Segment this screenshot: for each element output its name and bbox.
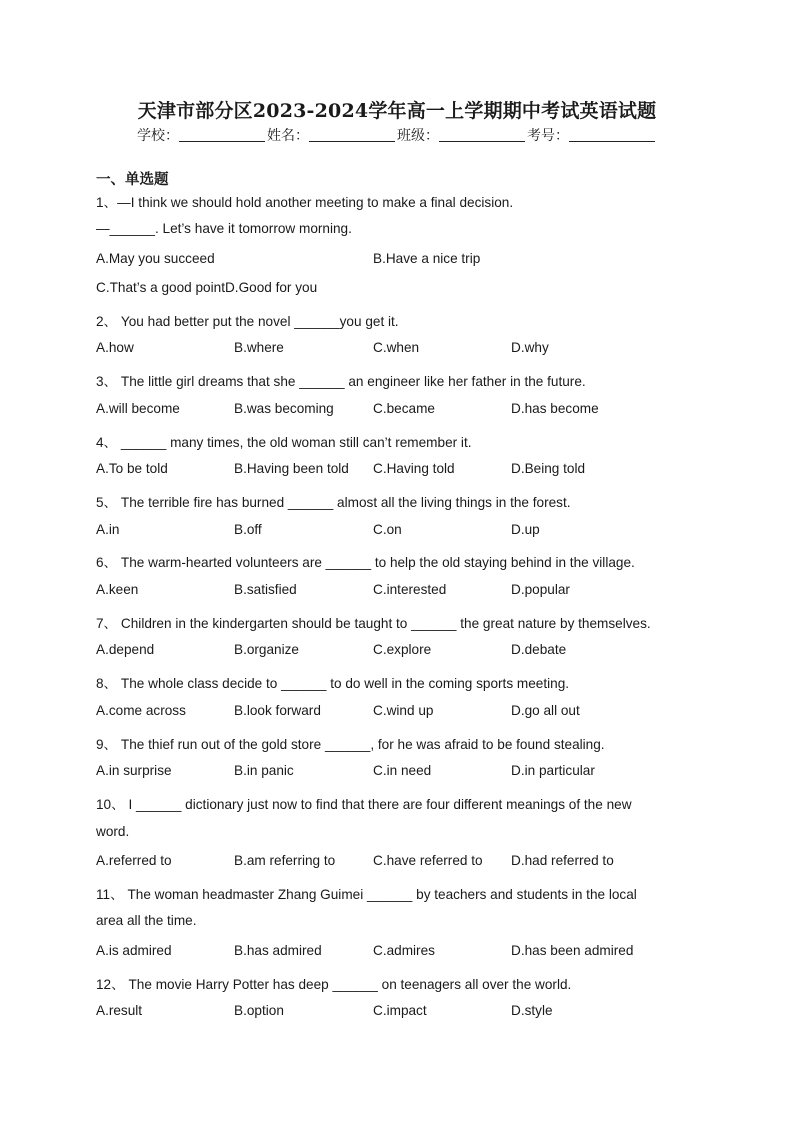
question-5-option-d[interactable]: D.up	[511, 522, 540, 537]
question-9-stem: 9、 The thief run out of the gold store ______, for he was afraid to be found stealing.	[96, 737, 605, 752]
question-6-option-d[interactable]: D.popular	[511, 582, 570, 597]
question-7-option-b[interactable]: B.organize	[234, 642, 299, 657]
question-7-option-a[interactable]: A.depend	[96, 642, 155, 657]
name-blank[interactable]	[309, 127, 395, 142]
question-2-stem: 2、 You had better put the novel ______you get it.	[96, 314, 399, 329]
question-3-option-a[interactable]: A.will become	[96, 401, 180, 416]
question-11-stem-2: area all the time.	[96, 913, 197, 928]
question-1-option-a[interactable]: A.May you succeed	[96, 251, 215, 266]
question-12-option-d[interactable]: D.style	[511, 1003, 553, 1018]
question-11-option-a[interactable]: A.is admired	[96, 943, 172, 958]
number-label: 考号：	[527, 127, 569, 143]
question-9-option-d[interactable]: D.in particular	[511, 763, 595, 778]
question-8-option-d[interactable]: D.go all out	[511, 703, 580, 718]
question-9-option-c[interactable]: C.in need	[373, 763, 432, 778]
question-9-option-a[interactable]: A.in surprise	[96, 763, 172, 778]
question-10-option-b[interactable]: B.am referring to	[234, 853, 336, 868]
question-4-option-a[interactable]: A.To be told	[96, 461, 168, 476]
question-12-stem: 12、 The movie Harry Potter has deep ______ on teenagers all over the world.	[96, 977, 572, 992]
question-12-option-a[interactable]: A.result	[96, 1003, 143, 1018]
question-8-stem: 8、 The whole class decide to ______ to do well in the coming sports meeting.	[96, 676, 570, 691]
question-3-option-b[interactable]: B.was becoming	[234, 401, 334, 416]
class-blank[interactable]	[439, 127, 525, 142]
question-8-option-b[interactable]: B.look forward	[234, 703, 321, 718]
question-9-option-b[interactable]: B.in panic	[234, 763, 294, 778]
question-4-stem: 4、 ______ many times, the old woman still can’t remember it.	[96, 435, 472, 450]
question-1-option-b[interactable]: B.Have a nice trip	[373, 251, 481, 266]
question-10-stem: 10、 I ______ dictionary just now to find that there are four different meanings of the new	[96, 797, 632, 812]
question-7-option-c[interactable]: C.explore	[373, 642, 432, 657]
question-1-stem-2: —______. Let’s have it tomorrow morning.	[96, 221, 352, 236]
question-1-stem: 1、—I think we should hold another meeting to make a final decision.	[96, 195, 514, 210]
question-6-stem: 6、 The warm-hearted volunteers are ______ to help the old staying behind in the village.	[96, 555, 635, 570]
question-7-stem: 7、 Children in the kindergarten should be taught to ______ the great nature by themselves.	[96, 616, 651, 631]
question-1-option-cd[interactable]: C.That’s a good pointD.Good for you	[96, 280, 318, 295]
question-4-option-d[interactable]: D.Being told	[511, 461, 586, 476]
question-2-option-b[interactable]: B.where	[234, 340, 284, 355]
question-11-option-d[interactable]: D.has been admired	[511, 943, 634, 958]
question-6-option-a[interactable]: A.keen	[96, 582, 139, 597]
question-3-option-c[interactable]: C.became	[373, 401, 435, 416]
question-5-option-c[interactable]: C.on	[373, 522, 402, 537]
question-3-stem: 3、 The little girl dreams that she ______ an engineer like her father in the future.	[96, 374, 586, 389]
question-3-option-d[interactable]: D.has become	[511, 401, 599, 416]
question-11-stem: 11、 The woman headmaster Zhang Guimei ______ by teachers and students in the local	[96, 887, 637, 902]
student-info-line	[0, 125, 794, 145]
question-5-option-b[interactable]: B.off	[234, 522, 262, 537]
question-4-option-b[interactable]: B.Having been told	[234, 461, 349, 476]
question-11-option-c[interactable]: C.admires	[373, 943, 435, 958]
question-6-option-c[interactable]: C.interested	[373, 582, 447, 597]
question-7-option-d[interactable]: D.debate	[511, 642, 567, 657]
school-label: 学校：	[137, 127, 179, 143]
question-2-option-a[interactable]: A.how	[96, 340, 134, 355]
question-5-option-a[interactable]: A.in	[96, 522, 120, 537]
question-6-option-b[interactable]: B.satisfied	[234, 582, 297, 597]
name-label: 姓名：	[267, 127, 309, 143]
question-2-option-c[interactable]: C.when	[373, 340, 420, 355]
question-10-option-c[interactable]: C.have referred to	[373, 853, 483, 868]
question-2-option-d[interactable]: D.why	[511, 340, 549, 355]
question-10-option-a[interactable]: A.referred to	[96, 853, 172, 868]
question-10-option-d[interactable]: D.had referred to	[511, 853, 614, 868]
question-12-option-b[interactable]: B.option	[234, 1003, 284, 1018]
page-title: 天津市部分区2023-2024学年高一上学期期中考试英语试题	[137, 100, 657, 122]
question-4-option-c[interactable]: C.Having told	[373, 461, 455, 476]
question-8-option-a[interactable]: A.come across	[96, 703, 186, 718]
question-5-stem: 5、 The terrible fire has burned ______ almost all the living things in the forest.	[96, 495, 571, 510]
school-blank[interactable]	[179, 127, 265, 142]
number-blank[interactable]	[569, 127, 655, 142]
question-12-option-c[interactable]: C.impact	[373, 1003, 427, 1018]
section-title: 一、单选题	[96, 172, 169, 188]
question-11-option-b[interactable]: B.has admired	[234, 943, 322, 958]
question-10-stem-2: word.	[96, 824, 130, 839]
question-8-option-c[interactable]: C.wind up	[373, 703, 434, 718]
class-label: 班级：	[397, 127, 439, 143]
